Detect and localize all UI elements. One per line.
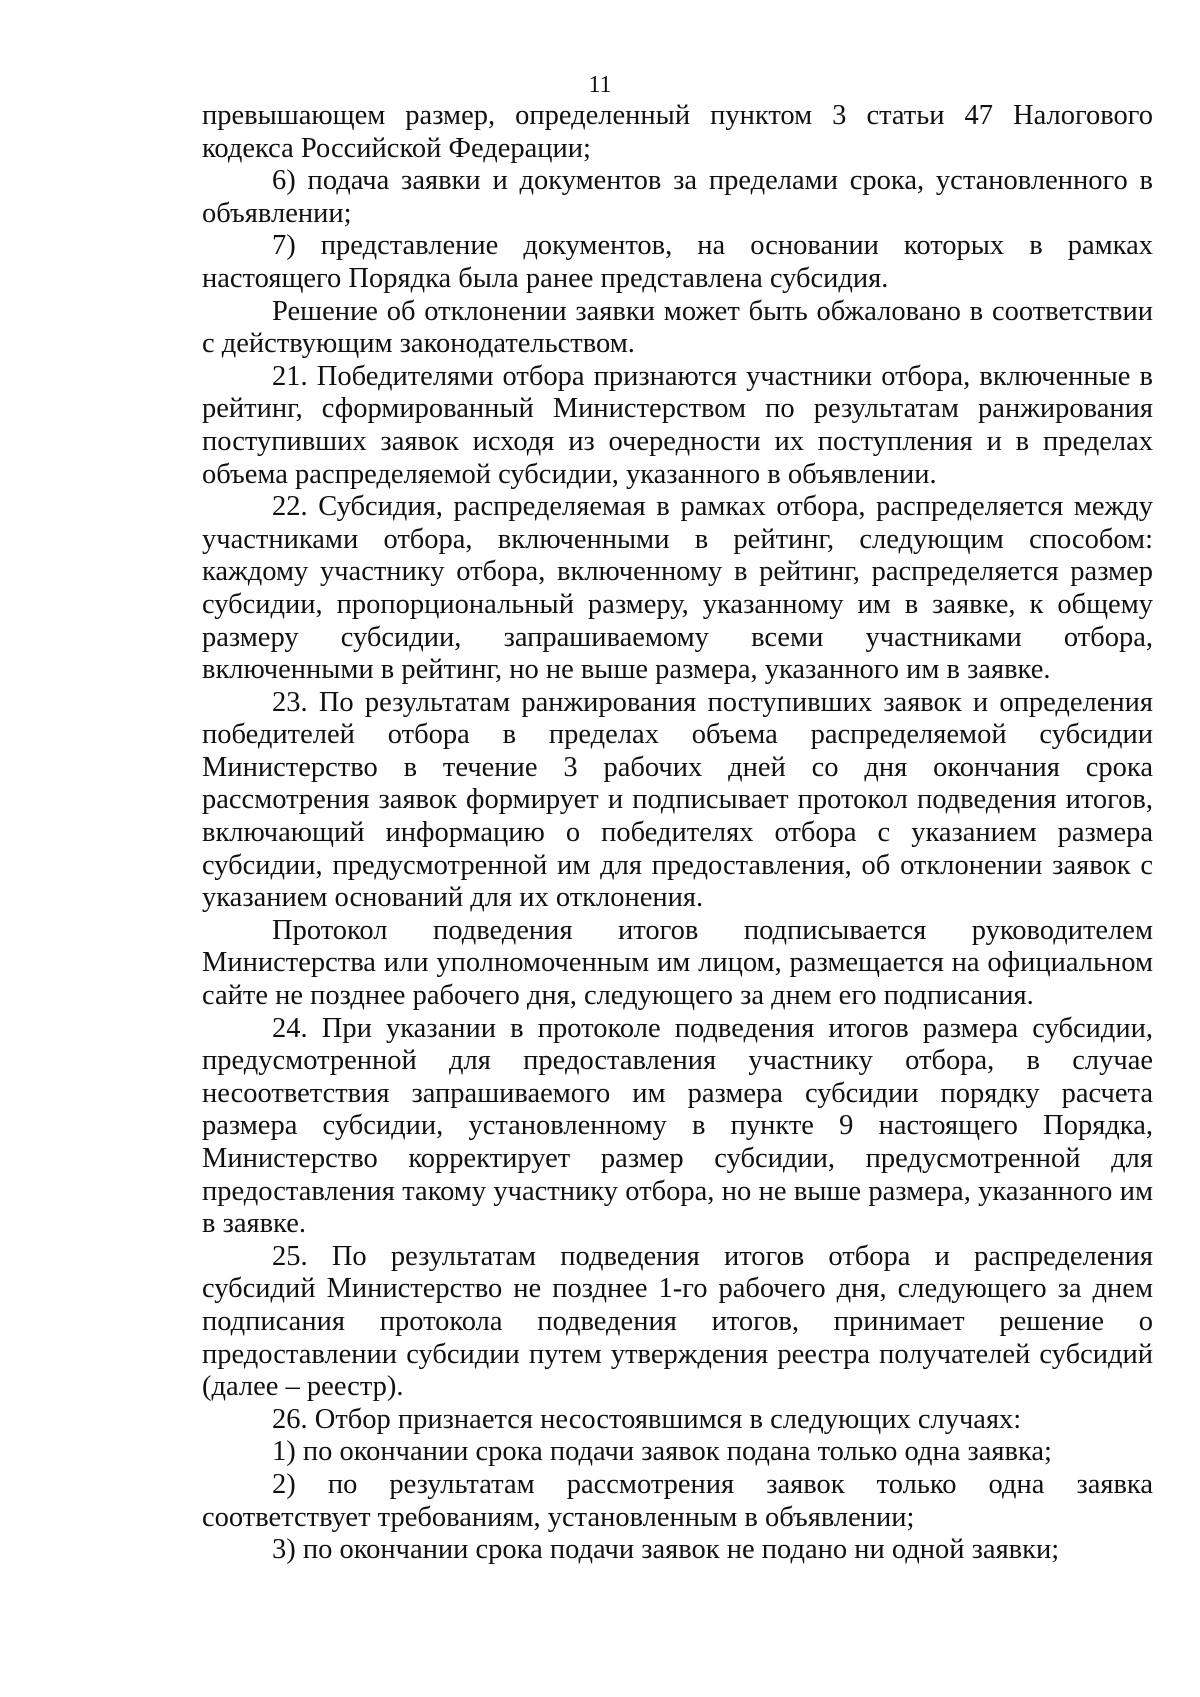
paragraph-clause-24: 24. При указании в протоколе подведения итогов размера субсидии, предусмотренной для предоставления участнику отбора, в случае несоответствия запрашиваемого им размера субсидии порядку расчета размера субсидии, установленному в пункте 9 настоящего Порядка, Министерство корректирует размер субсидии, предусмотренной для предоставления такому участнику отбора, но не выше размера, указанного им в заявке. [202,1012,1153,1240]
paragraph-clause-26: 26. Отбор признается несостоявшимся в следующих случаях: [272,1403,1022,1435]
body-text [202,100,1153,1567]
paragraph-clause-26-item-2: 2) по результатам рассмотрения заявок только одна заявка соответствует требованиям, установленным в объявлении; [202,1468,1153,1533]
paragraph-clause-26-item-1: 1) по окончании срока подачи заявок подана только одна заявка; [272,1436,1052,1468]
paragraph-clause-22: 22. Субсидия, распределяемая в рамках отбора, распределяется между участниками отбора, включенными в рейтинг, следующим способом: каждому участнику отбора, включенному в рейтинг, распределяется размер субсидии, пропорциональный размеру, указанному им в заявке, к общему размеру субсидии, запрашиваемому всеми участниками отбора, включенными в рейтинг, но не выше размера, указанного им в заявке. [202,491,1153,686]
paragraph-clause-21: 21. Победителями отбора признаются участники отбора, включенные в рейтинг, сформированный Министерством по результатам ранжирования поступивших заявок исходя из очередности их поступления и в пределах объема распределяемой субсидии, указанного в объявлении. [202,360,1153,490]
paragraph-clause-25: 25. По результатам подведения итогов отбора и распределения субсидий Министерство не позднее 1-го рабочего дня, следующего за днем подписания протокола подведения итогов, принимает решение о предоставлении субсидии путем утверждения реестра получателей субсидий (далее – реестр). [202,1240,1153,1403]
paragraph-item-6: 6) подача заявки и документов за пределами срока, установленного в объявлении; [202,165,1153,229]
paragraph-protocol-signing: Протокол подведения итогов подписывается руководителем Министерства или уполномоченным им лицом, размещается на официальном сайте не позднее рабочего дня, следующего за днем его подписания. [202,914,1153,1012]
paragraph-clause-23: 23. По результатам ранжирования поступивших заявок и определения победителей отбора в пределах объема распределяемой субсидии Министерство в течение 3 рабочих дней со дня окончания срока рассмотрения заявок формирует и подписывает протокол подведения итогов, включающий информацию о победителях отбора с указанием размера субсидии, предусмотренной им для предоставления, об отклонении заявок с указанием оснований для их отклонения. [202,686,1153,914]
paragraph-rejection-appeal: Решение об отклонении заявки может быть обжаловано в соответствии с действующим законодательством. [202,295,1153,360]
paragraph-item-7: 7) представление документов, на основании которых в рамках настоящего Порядка была ранее представлена субсидия. [202,230,1153,294]
page-number: 11 [588,72,612,98]
paragraph-tax-code-continuation: превышающем размер, определенный пунктом 3 статьи 47 Налогового кодекса Российской Федерации; [202,100,1153,164]
paragraph-clause-26-item-3: 3) по окончании срока подачи заявок не подано ни одной заявки; [272,1534,1060,1566]
